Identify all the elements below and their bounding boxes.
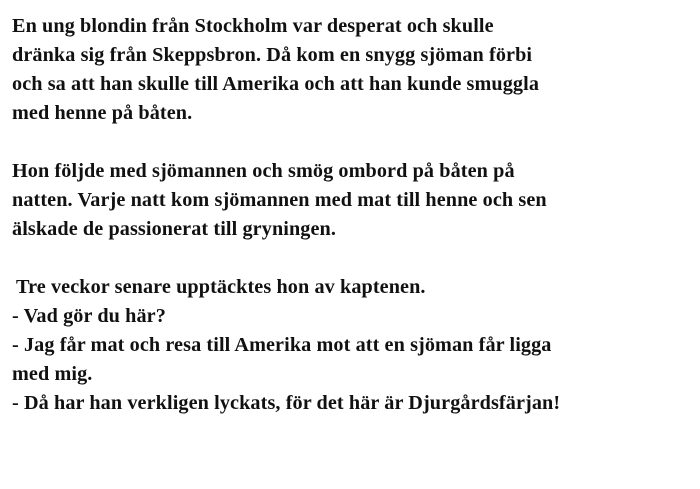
paragraph-intro bbox=[12, 12, 692, 128]
joke-text bbox=[12, 12, 692, 418]
dialogue-line: - Vad gör du här? bbox=[12, 305, 166, 327]
dialogue-line: med mig. bbox=[12, 363, 93, 385]
dialogue-line: - Jag får mat och resa till Amerika mot att en sjöman får ligga bbox=[12, 334, 552, 356]
paragraph-voyage bbox=[12, 157, 692, 244]
text-line: En ung blondin från Stockholm var desperat och skulle bbox=[12, 15, 494, 37]
text-line: dränka sig från Skeppsbron. Då kom en snygg sjöman förbi bbox=[12, 44, 533, 66]
text-line: och sa att han skulle till Amerika och att han kunde smuggla bbox=[12, 73, 540, 95]
text-line: med henne på båten. bbox=[12, 102, 193, 124]
text-line: Hon följde med sjömannen och smög ombord på båten på bbox=[12, 160, 515, 182]
paragraph-punchline bbox=[12, 273, 692, 418]
text-line: älskade de passionerat till gryningen. bbox=[12, 218, 337, 240]
text-line: natten. Varje natt kom sjömannen med mat till henne och sen bbox=[12, 189, 547, 211]
text-line: Tre veckor senare upptäcktes hon av kaptenen. bbox=[16, 276, 426, 298]
dialogue-line: - Då har han verkligen lyckats, för det här är Djurgårdsfärjan! bbox=[12, 392, 561, 414]
